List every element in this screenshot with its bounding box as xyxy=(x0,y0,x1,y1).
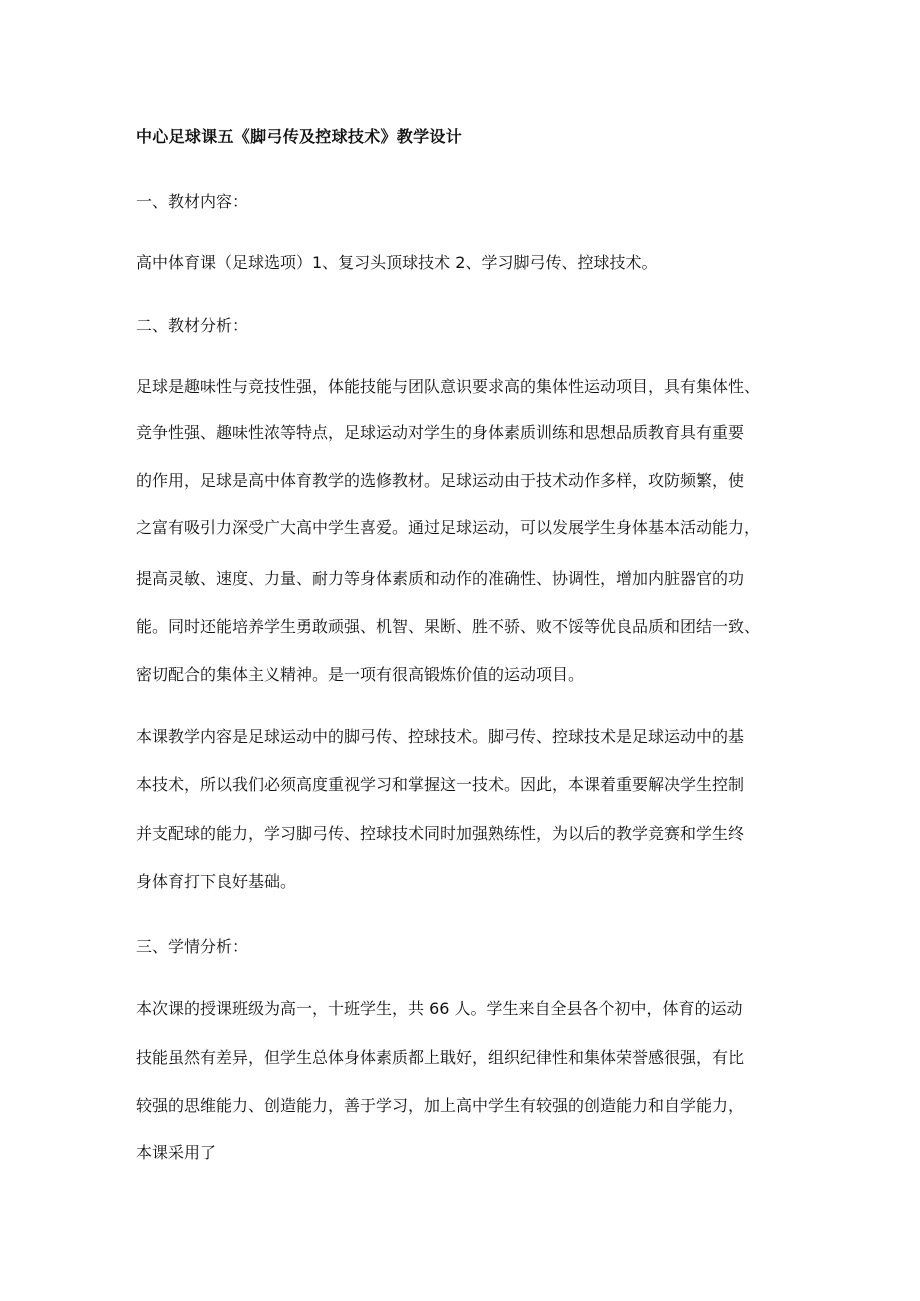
paragraph-line: 提高灵敏、速度、力量、耐力等身体素质和动作的准确性、协调性，增加内脏器官的功 xyxy=(136,569,745,588)
paragraph-line: 能。同时还能培养学生勇敢顽强、机智、果断、胜不骄、败不馁等优良品质和团结一致、 xyxy=(136,617,761,636)
content-line: 高中体育课（足球选项）1、复习头顶球技术 2、学习脚弓传、控球技术。 xyxy=(136,253,658,272)
section-heading-analysis: 二、教材分析： xyxy=(136,316,249,335)
section-heading-content: 一、教材内容： xyxy=(136,192,249,211)
paragraph-line: 的作用，足球是高中体育教学的选修教材。足球运动由于技术动作多样，攻防频繁，使 xyxy=(136,471,745,490)
paragraph-line: 本课教学内容是足球运动中的脚弓传、控球技术。脚弓传、控球技术是足球运动中的基 xyxy=(136,727,745,746)
paragraph-line: 身体育打下良好基础。 xyxy=(136,872,297,891)
paragraph-line: 较强的思维能力、创造能力，善于学习，加上高中学生有较强的创造能力和自学能力， xyxy=(136,1096,745,1115)
paragraph-line: 足球是趣味性与竞技性强，体能技能与团队意识要求高的集体性运动项目，具有集体性、 xyxy=(136,377,761,396)
paragraph-line: 技能虽然有差异，但学生总体身体素质都上戢好，组织纪律性和集体荣誉感很强，有比 xyxy=(136,1048,745,1067)
paragraph-line: 本技术，所以我们必须高度重视学习和掌握这一技术。因此，本课着重要解决学生控制 xyxy=(136,775,745,794)
section-heading-learner-analysis: 三、学情分析： xyxy=(136,937,249,956)
paragraph-line: 密切配合的集体主义精神。是一项有很高锻炼价值的运动项目。 xyxy=(136,665,585,684)
paragraph-line: 之富有吸引力深受广大高中学生喜爱。通过足球运动，可以发展学生身体基本活动能力， xyxy=(136,518,761,537)
document-title: 中心足球课五《脚弓传及控球技术》教学设计 xyxy=(136,127,463,146)
paragraph-line: 本课采用了 xyxy=(136,1143,217,1162)
paragraph-line: 并支配球的能力，学习脚弓传、控球技术同时加强熟练性，为以后的教学竞赛和学生终 xyxy=(136,824,745,843)
paragraph-line: 竞争性强、趣味性浓等特点，足球运动对学生的身体素质训练和思想品质教育具有重要 xyxy=(136,423,745,442)
paragraph-line: 本次课的授课班级为高一，十班学生，共 66 人。学生来自全县各个初中，体育的运动 xyxy=(136,999,743,1018)
